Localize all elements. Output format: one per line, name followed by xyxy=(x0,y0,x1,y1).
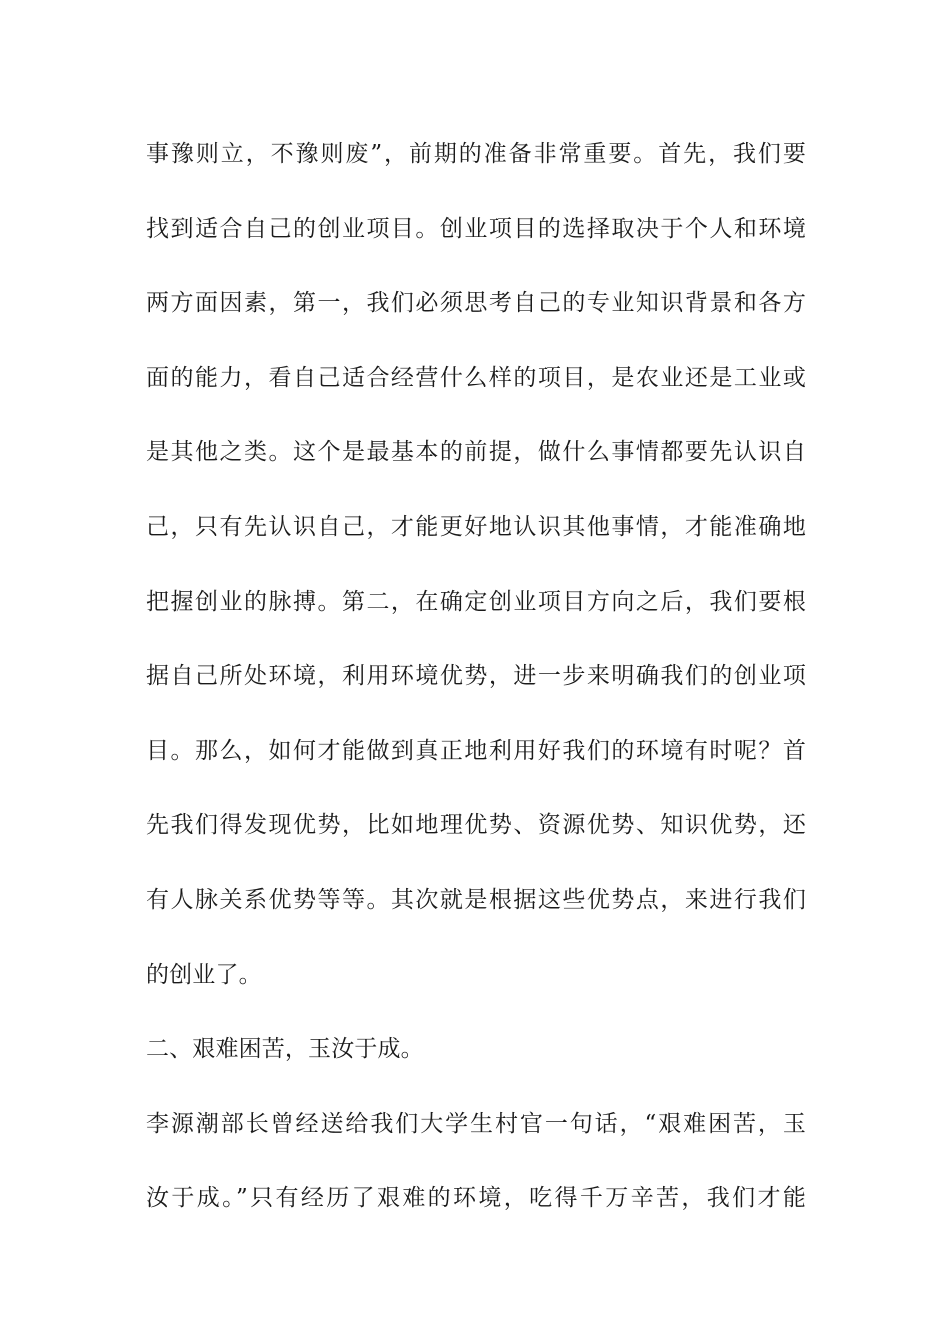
text-line: 己，只有先认识自己，才能更好地认识其他事情，才能准确地 xyxy=(146,513,806,540)
text-line: 两方面因素，第一，我们必须思考自己的专业知识背景和各方 xyxy=(146,290,806,317)
text-line: 有人脉关系优势等等。其次就是根据这些优势点，来进行我们 xyxy=(146,886,806,913)
text-line: 李源潮部长曾经送给我们大学生村官一句话，“艰难困苦，玉 xyxy=(146,1110,806,1137)
text-line: 目。那么，如何才能做到真正地利用好我们的环境有时呢？首 xyxy=(146,737,806,764)
text-line: 找到适合自己的创业项目。创业项目的选择取决于个人和环境 xyxy=(146,215,806,242)
paragraph-end-line: 的创业了。 xyxy=(146,961,262,988)
body-text xyxy=(146,131,806,1250)
text-line: 先我们得发现优势，比如地理优势、资源优势、知识优势，还 xyxy=(146,812,806,839)
text-line: 汝于成。”只有经历了艰难的环境，吃得千万辛苦，我们才能 xyxy=(146,1185,806,1212)
text-line: 是其他之类。这个是最基本的前提，做什么事情都要先认识自 xyxy=(146,439,806,466)
section-heading: 二、艰难困苦，玉汝于成。 xyxy=(146,1036,424,1063)
text-line: 面的能力，看自己适合经营什么样的项目，是农业还是工业或 xyxy=(146,364,806,391)
text-line: 事豫则立，不豫则废”，前期的准备非常重要。首先，我们要 xyxy=(146,141,806,167)
text-line: 把握创业的脉搏。第二，在确定创业项目方向之后，我们要根 xyxy=(146,588,806,615)
text-line: 据自己所处环境，利用环境优势，进一步来明确我们的创业项 xyxy=(146,663,806,690)
